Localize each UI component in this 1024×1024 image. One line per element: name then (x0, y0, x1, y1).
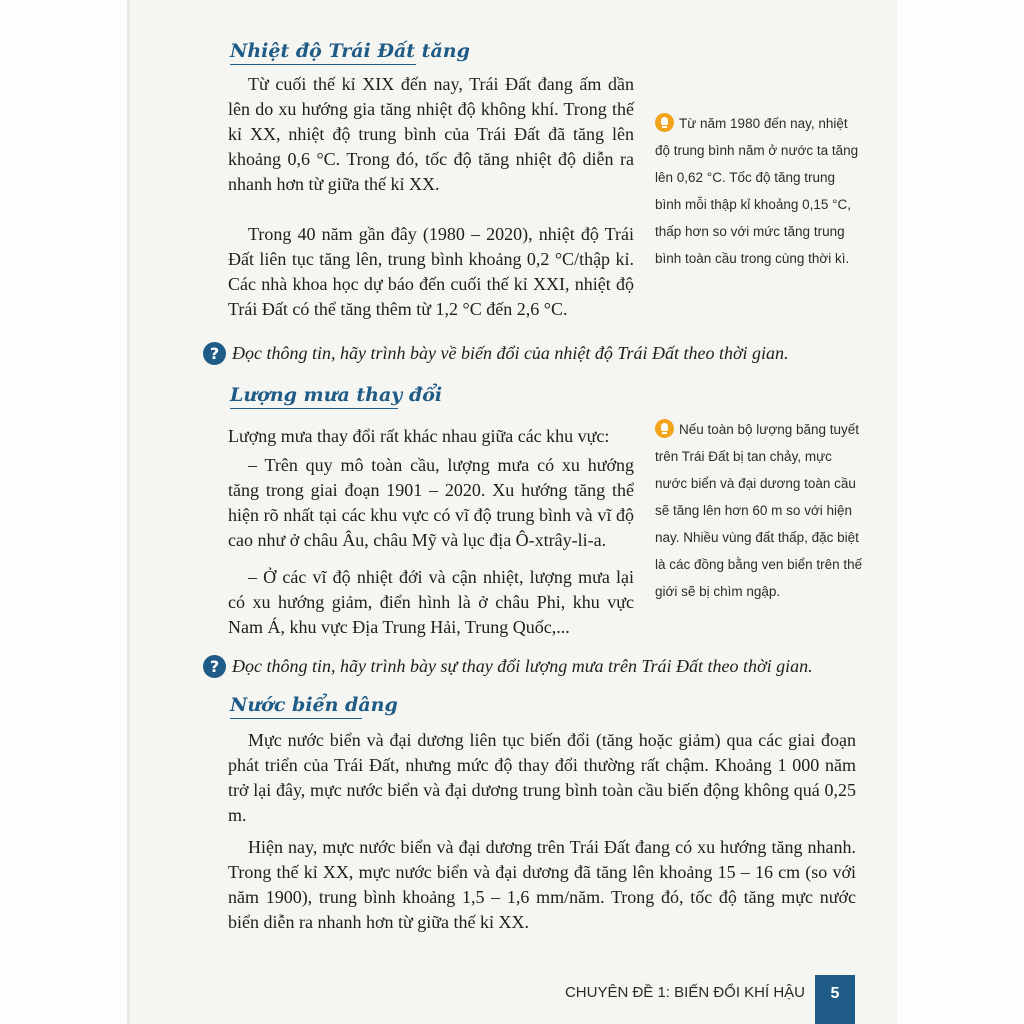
paragraph-text: Trong 40 năm gần đây (1980 – 2020), nhiệt độ Trái Đất liên tục tăng lên, trung bình khoảng 0,2 °C/thập kỉ. Các nhà khoa học dự báo đến cuối thế kỉ XXI, nhiệt độ Trái Đất có thể tăng thêm từ 1,2 °C đến 2,6 °C. (228, 224, 634, 319)
sidebox-temperature-note (655, 110, 865, 272)
question-temperature (203, 342, 789, 365)
question-text: Đọc thông tin, hãy trình bày sự thay đổi lượng mưa trên Trái Đất theo thời gian. (232, 656, 813, 676)
paragraph-text: Từ cuối thế kỉ XIX đến nay, Trái Đất đang ấm dần lên do xu hướng gia tăng nhiệt độ không khí. Trong thế kỉ XX, nhiệt độ trung bình của Trái Đất đã tăng lên khoảng 0,6 °C. Trong đó, tốc độ tăng nhiệt độ diễn ra nhanh hơn từ giữa thế kỉ XX. (228, 74, 634, 194)
paragraph-sea-level-1 (228, 728, 856, 828)
sidebox-text: Từ năm 1980 đến nay, nhiệt độ trung bình năm ở nước ta tăng lên 0,62 °C. Tốc độ tăng trung bình mỗi thập kỉ khoảng 0,15 °C, thấp hơn so với mức tăng trung bình toàn cầu trong cùng thời kì. (655, 116, 859, 266)
paragraph-text: Mực nước biển và đại dương liên tục biến đổi (tăng hoặc giảm) qua các giai đoạn phát triển của Trái Đất, nhưng mức độ thay đổi thường rất chậm. Khoảng 1 000 năm trở lại đây, mực nước biển và đại dương trung bình toàn cầu biến động không quá 0,25 m. (228, 730, 856, 825)
question-icon: ? (203, 342, 226, 365)
paragraph-rainfall-2 (228, 453, 634, 553)
right-margin-background (897, 0, 1024, 1024)
paragraph-text: Lượng mưa thay đổi rất khác nhau giữa các khu vực: (228, 426, 610, 446)
question-rainfall (203, 655, 813, 678)
question-text: Đọc thông tin, hãy trình bày về biến đổi của nhiệt độ Trái Đất theo thời gian. (232, 343, 789, 363)
heading-underline (230, 408, 398, 409)
page-number-badge: 5 (815, 975, 855, 1024)
heading-underline (230, 718, 362, 719)
section-heading-sea-level: Nước biển dâng (230, 694, 398, 716)
paragraph-sea-level-2 (228, 835, 856, 935)
paragraph-rainfall-3 (228, 565, 634, 640)
question-icon: ? (203, 655, 226, 678)
sidebox-text: Nếu toàn bộ lượng băng tuyết trên Trái Đất bị tan chảy, mực nước biển và đại dương toàn cầu sẽ tăng lên hơn 60 m so với hiện nay. Nhiều vùng đất thấp, đặc biệt là các đồng bằng ven biển trên thế giới sẽ bị chìm ngập. (655, 422, 863, 599)
section-heading-rainfall: Lượng mưa thay đổi (230, 384, 443, 406)
lightbulb-icon (655, 419, 674, 438)
footer-topic-label: CHUYÊN ĐỀ 1: BIẾN ĐỔI KHÍ HẬU (564, 984, 805, 1001)
sidebox-sea-level-note (655, 416, 863, 605)
left-margin-background (0, 0, 127, 1024)
paragraph-temperature-1 (228, 72, 634, 197)
lightbulb-icon (655, 113, 674, 132)
paragraph-temperature-2 (228, 222, 634, 322)
paragraph-rainfall-1 (228, 424, 634, 449)
heading-underline (230, 64, 416, 65)
section-heading-temperature: Nhiệt độ Trái Đất tăng (230, 40, 470, 62)
paragraph-text: – Trên quy mô toàn cầu, lượng mưa có xu hướng tăng trong giai đoạn 1901 – 2020. Xu hướng tăng thể hiện rõ nhất tại các khu vực có vĩ độ trung bình và vĩ độ cao như ở châu Âu, châu Mỹ và lục địa Ô-xtrây-li-a. (228, 455, 634, 550)
paragraph-text: – Ở các vĩ độ nhiệt đới và cận nhiệt, lượng mưa lại có xu hướng giảm, điển hình là ở châu Phi, khu vực Nam Á, khu vực Địa Trung Hải, Trung Quốc,... (228, 567, 634, 637)
paragraph-text: Hiện nay, mực nước biển và đại dương trên Trái Đất đang có xu hướng tăng nhanh. Trong thế kỉ XX, mực nước biển và đại dương đã tăng lên khoảng 15 – 16 cm (so với năm 1900), trung bình khoảng 1,5 – 1,6 mm/năm. Trong đó, tốc độ tăng mực nước biển diễn ra nhanh hơn từ giữa thế kỉ XX. (228, 837, 856, 932)
